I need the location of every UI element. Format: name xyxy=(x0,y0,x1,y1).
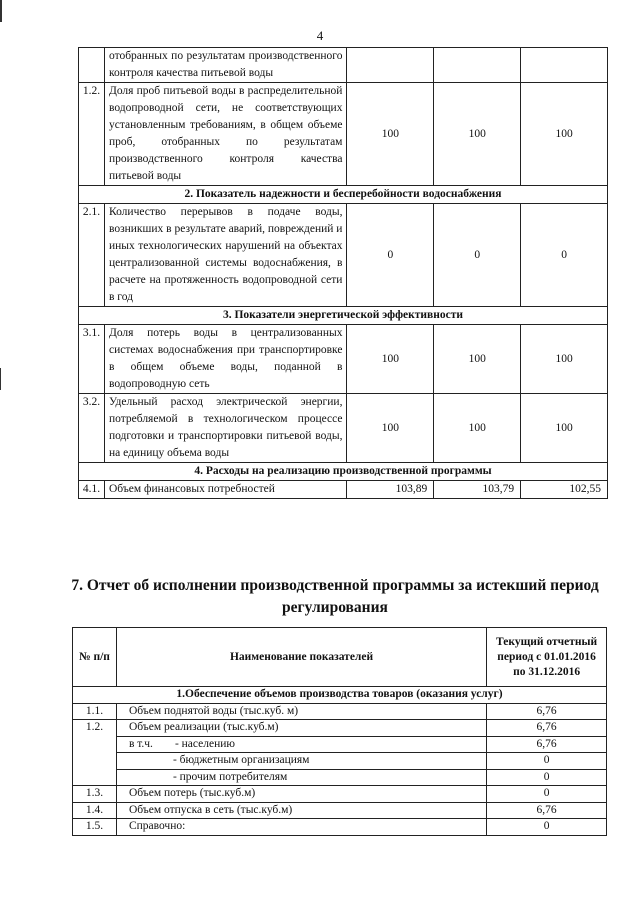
row-name: - бюджетным организациям xyxy=(116,753,486,770)
page-number: 4 xyxy=(316,28,324,43)
row-name: - прочим потребителям xyxy=(116,769,486,786)
row-name: Объем реализации (тыс.куб.м) xyxy=(116,720,486,737)
row-name: Справочно: xyxy=(116,819,486,836)
row-description: Объем финансовых потребностей xyxy=(104,481,346,499)
section-row xyxy=(79,463,608,481)
table-row xyxy=(73,736,607,753)
row-description: Количество перерывов в подаче воды, возникших в результате аварий, повреждений и иных технологических нарушений на объектах централизованной системы водоснабжения, в расчете на протяженность водопроводной сети в год xyxy=(104,204,346,307)
row-number: 1.3. xyxy=(73,786,117,803)
report-table xyxy=(72,627,607,836)
table-row xyxy=(79,83,608,186)
table-row xyxy=(73,753,607,770)
table-row xyxy=(73,786,607,803)
row-name: Объем отпуска в сеть (тыс.куб.м) xyxy=(116,802,486,819)
section-title: 2. Показатель надежности и бесперебойности водоснабжения xyxy=(79,186,608,204)
value-cell: 100 xyxy=(347,83,434,186)
header-num: № п/п xyxy=(73,628,117,687)
row-number: 2.1. xyxy=(79,204,105,307)
value-cell: 6,76 xyxy=(487,703,607,720)
row-number: 3.2. xyxy=(79,394,105,463)
row-name: Объем поднятой воды (тыс.куб. м) xyxy=(116,703,486,720)
row-name: Объем потерь (тыс.куб.м) xyxy=(116,786,486,803)
table-row xyxy=(73,720,607,737)
value-cell: 0 xyxy=(434,204,521,307)
scan-edge-mark xyxy=(0,368,1,390)
row-number: 1.2. xyxy=(73,720,117,737)
value-cell: 0 xyxy=(487,753,607,770)
value-cell: 100 xyxy=(521,83,608,186)
row-prefix: в т.ч. xyxy=(128,737,153,750)
value-cell xyxy=(434,48,521,83)
row-description: Доля потерь воды в централизованных системах водоснабжения при транспортировке в общем объеме воды, поданной в водопроводную сеть xyxy=(104,325,346,394)
value-cell: 0 xyxy=(347,204,434,307)
value-cell: 100 xyxy=(434,325,521,394)
value-cell xyxy=(521,48,608,83)
row-description: Доля проб питьевой воды в распределительной водопроводной сети, не соответствующих установленным требованиям, в общем объеме проб, отобранных по результатам производственного контроля качества питьевой воды xyxy=(104,83,346,186)
value-cell: 0 xyxy=(521,204,608,307)
row-number: 4.1. xyxy=(79,481,105,499)
table-row xyxy=(73,802,607,819)
value-cell: 103,79 xyxy=(434,481,521,499)
value-cell: 6,76 xyxy=(487,736,607,753)
section-row xyxy=(79,307,608,325)
indicators-table xyxy=(78,47,608,499)
row-number: 1.2. xyxy=(79,83,105,186)
table-row xyxy=(79,325,608,394)
row-number: 1.1. xyxy=(73,703,117,720)
header-row xyxy=(73,628,607,687)
value-cell: 100 xyxy=(347,394,434,463)
table-row xyxy=(79,394,608,463)
table-row xyxy=(73,703,607,720)
section-title: 4. Расходы на реализацию производственной программы xyxy=(79,463,608,481)
section-title: 1.Обеспечение объемов производства товаров (оказания услуг) xyxy=(73,687,607,704)
row-number: 1.4. xyxy=(73,802,117,819)
value-cell: 6,76 xyxy=(487,802,607,819)
scan-edge-mark xyxy=(0,0,2,22)
value-cell: 100 xyxy=(521,394,608,463)
header-name: Наименование показателей xyxy=(116,628,486,687)
section-row xyxy=(73,687,607,704)
row-number xyxy=(73,736,117,753)
value-cell: 100 xyxy=(521,325,608,394)
table-row xyxy=(73,819,607,836)
table-row xyxy=(79,204,608,307)
row-name xyxy=(116,736,486,753)
value-cell: 0 xyxy=(487,819,607,836)
value-cell: 103,89 xyxy=(347,481,434,499)
value-cell: 100 xyxy=(434,394,521,463)
value-cell: 6,76 xyxy=(487,720,607,737)
value-cell: 0 xyxy=(487,786,607,803)
row-description: Удельный расход электрической энергии, потребляемой в технологическом процессе подготовки и транспортировки питьевой воды, на единицу объема воды xyxy=(104,394,346,463)
row-description: отобранных по результатам производственного контроля качества питьевой воды xyxy=(104,48,346,83)
table-row xyxy=(73,769,607,786)
section-7-title: 7. Отчет об исполнении производственной программы за истекший период регулирования xyxy=(71,577,599,616)
row-name-text: - населению xyxy=(174,737,235,750)
value-cell: 102,55 xyxy=(521,481,608,499)
row-number xyxy=(79,48,105,83)
value-cell xyxy=(347,48,434,83)
table-row xyxy=(79,48,608,83)
section-title: 3. Показатели энергетической эффективности xyxy=(79,307,608,325)
row-number xyxy=(73,753,117,770)
table-row xyxy=(79,481,608,499)
value-cell: 0 xyxy=(487,769,607,786)
row-number: 3.1. xyxy=(79,325,105,394)
section-row xyxy=(79,186,608,204)
row-number xyxy=(73,769,117,786)
header-period: Текущий отчетный период с 01.01.2016 по 31.12.2016 xyxy=(487,628,607,687)
row-number: 1.5. xyxy=(73,819,117,836)
value-cell: 100 xyxy=(347,325,434,394)
value-cell: 100 xyxy=(434,83,521,186)
